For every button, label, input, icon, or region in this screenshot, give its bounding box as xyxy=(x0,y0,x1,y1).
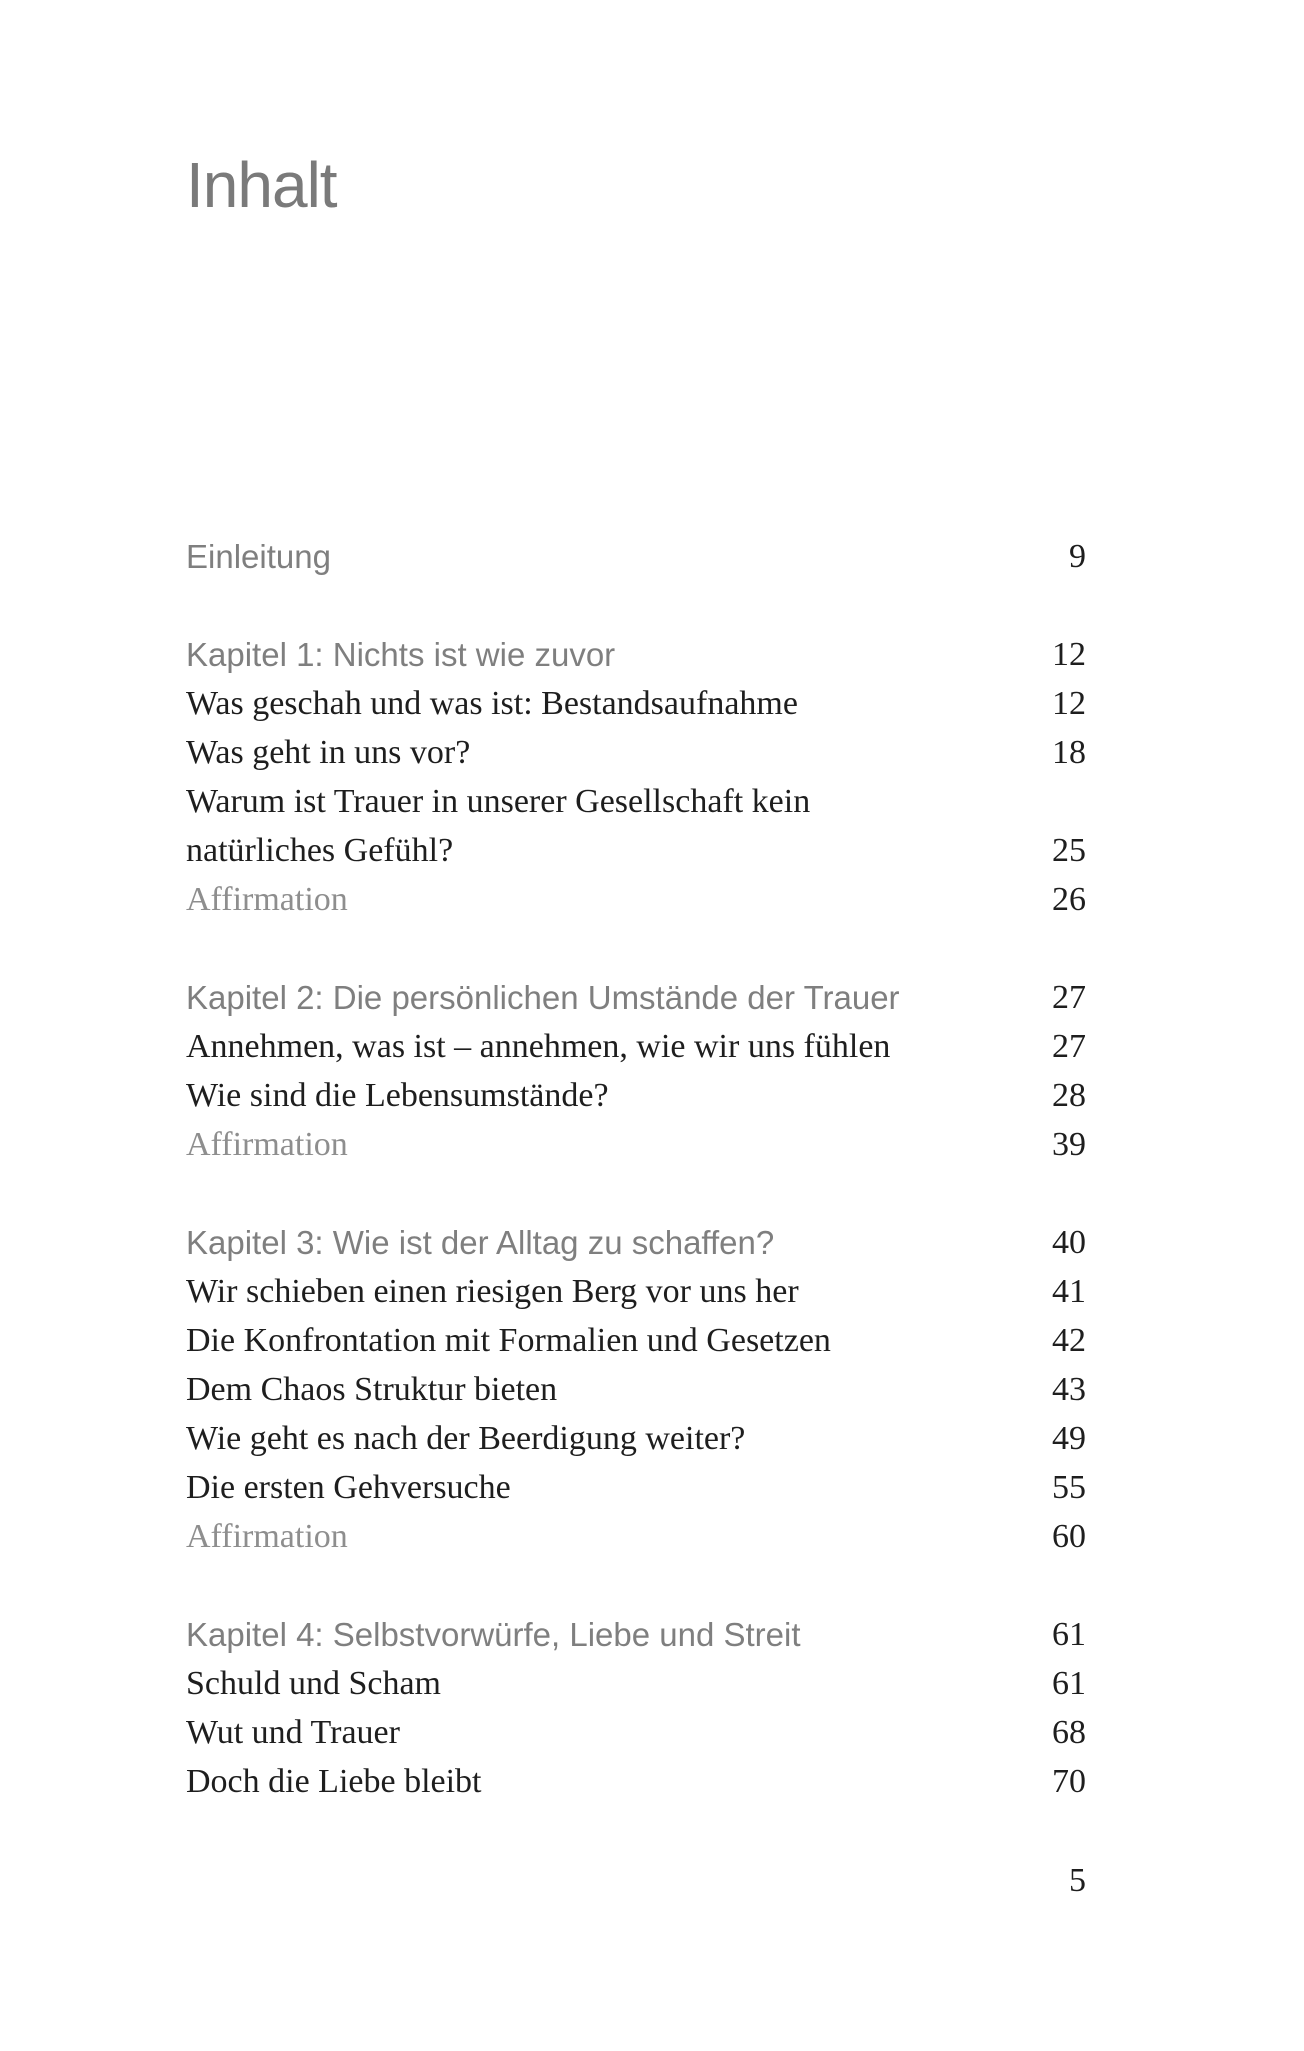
toc-entry-page-number: 25 xyxy=(1052,832,1086,869)
toc-chapter-heading xyxy=(186,630,1086,679)
toc-entry xyxy=(186,1463,1086,1512)
toc-entry-label: Kapitel 4: Selbstvorwürfe, Liebe und Streit xyxy=(186,1616,801,1653)
toc-entry-label: Kapitel 3: Wie ist der Alltag zu schaffen? xyxy=(186,1224,775,1261)
toc-entry-page-number: 68 xyxy=(1052,1714,1086,1751)
toc-entry xyxy=(186,1267,1086,1316)
toc-entry-page-number: 49 xyxy=(1052,1420,1086,1457)
toc-section xyxy=(186,532,1086,581)
toc-entry-label: Doch die Liebe bleibt xyxy=(186,1763,482,1800)
toc-affirmation-entry xyxy=(186,1120,1086,1169)
toc-entry-page-number: 27 xyxy=(1052,1028,1086,1065)
toc-entry xyxy=(186,1316,1086,1365)
toc-entry xyxy=(186,1659,1086,1708)
toc-chapter-heading xyxy=(186,1218,1086,1267)
toc-entry-page-number: 12 xyxy=(1052,685,1086,722)
toc-entry-page-number: 26 xyxy=(1052,881,1086,918)
toc-chapter-heading xyxy=(186,973,1086,1022)
toc-entry-page-number: 40 xyxy=(1052,1224,1086,1261)
toc-entry-label: Kapitel 2: Die persönlichen Umstände der Trauer xyxy=(186,979,900,1016)
toc-entry-label: natürliches Gefühl? xyxy=(186,832,454,869)
toc-entry-page-number: 70 xyxy=(1052,1763,1086,1800)
toc-entry-label: Die Konfrontation mit Formalien und Gesetzen xyxy=(186,1322,831,1359)
toc-entry-label: Affirmation xyxy=(186,881,348,918)
toc-entry-page-number: 18 xyxy=(1052,734,1086,771)
page-title: Inhalt xyxy=(186,149,337,221)
toc-entry xyxy=(186,1365,1086,1414)
toc-entry-label: Affirmation xyxy=(186,1518,348,1555)
toc-entry xyxy=(186,1757,1086,1806)
toc-entry-page-number: 39 xyxy=(1052,1126,1086,1163)
toc-entry-label: Wut und Trauer xyxy=(186,1714,400,1751)
toc-entry xyxy=(186,1022,1086,1071)
toc-section xyxy=(186,630,1086,924)
toc-entry-label: Kapitel 1: Nichts ist wie zuvor xyxy=(186,636,616,673)
toc-entry-page-number: 55 xyxy=(1052,1469,1086,1506)
toc-section xyxy=(186,1218,1086,1561)
toc-entry-page-number: 41 xyxy=(1052,1273,1086,1310)
toc-entry-label: Was geschah und was ist: Bestandsaufnahme xyxy=(186,685,798,722)
toc-affirmation-entry xyxy=(186,1512,1086,1561)
toc-entry-page-number: 27 xyxy=(1052,979,1086,1016)
toc-chapter-heading xyxy=(186,1610,1086,1659)
toc-entry-label: Warum ist Trauer in unserer Gesellschaft kein xyxy=(186,783,811,820)
toc-entry-label: Die ersten Gehversuche xyxy=(186,1469,511,1506)
toc-entry-label: Dem Chaos Struktur bieten xyxy=(186,1371,558,1408)
toc-entry-page-number: 60 xyxy=(1052,1518,1086,1555)
toc-entry xyxy=(186,777,1086,826)
toc-entry-page-number: 43 xyxy=(1052,1371,1086,1408)
toc-entry xyxy=(186,1414,1086,1463)
toc-affirmation-entry xyxy=(186,875,1086,924)
toc-entry-page-number: 9 xyxy=(1069,538,1086,575)
toc-entry-page-number: 12 xyxy=(1052,636,1086,673)
page-number: 5 xyxy=(1069,1862,1086,1899)
toc-entry xyxy=(186,826,1086,875)
toc-entry-page-number: 61 xyxy=(1052,1665,1086,1702)
toc-entry xyxy=(186,1071,1086,1120)
toc-entry-label: Einleitung xyxy=(186,538,331,575)
toc-entry-label: Wie geht es nach der Beerdigung weiter? xyxy=(186,1420,746,1457)
toc-entry-page-number: 28 xyxy=(1052,1077,1086,1114)
toc-entry xyxy=(186,1708,1086,1757)
toc-entry-label: Wie sind die Lebensumstände? xyxy=(186,1077,609,1114)
toc-entry-label: Was geht in uns vor? xyxy=(186,734,471,771)
toc-entry xyxy=(186,679,1086,728)
toc-section xyxy=(186,973,1086,1169)
toc-entry-page-number: 61 xyxy=(1052,1616,1086,1653)
toc-entry xyxy=(186,728,1086,777)
toc-chapter-heading xyxy=(186,532,1086,581)
table-of-contents xyxy=(186,532,1086,1806)
toc-entry-label: Schuld und Scham xyxy=(186,1665,441,1702)
toc-entry-page-number: 42 xyxy=(1052,1322,1086,1359)
toc-section xyxy=(186,1610,1086,1806)
toc-entry-label: Wir schieben einen riesigen Berg vor uns her xyxy=(186,1273,799,1310)
toc-entry-label: Annehmen, was ist – annehmen, wie wir uns fühlen xyxy=(186,1028,891,1065)
toc-entry-label: Affirmation xyxy=(186,1126,348,1163)
